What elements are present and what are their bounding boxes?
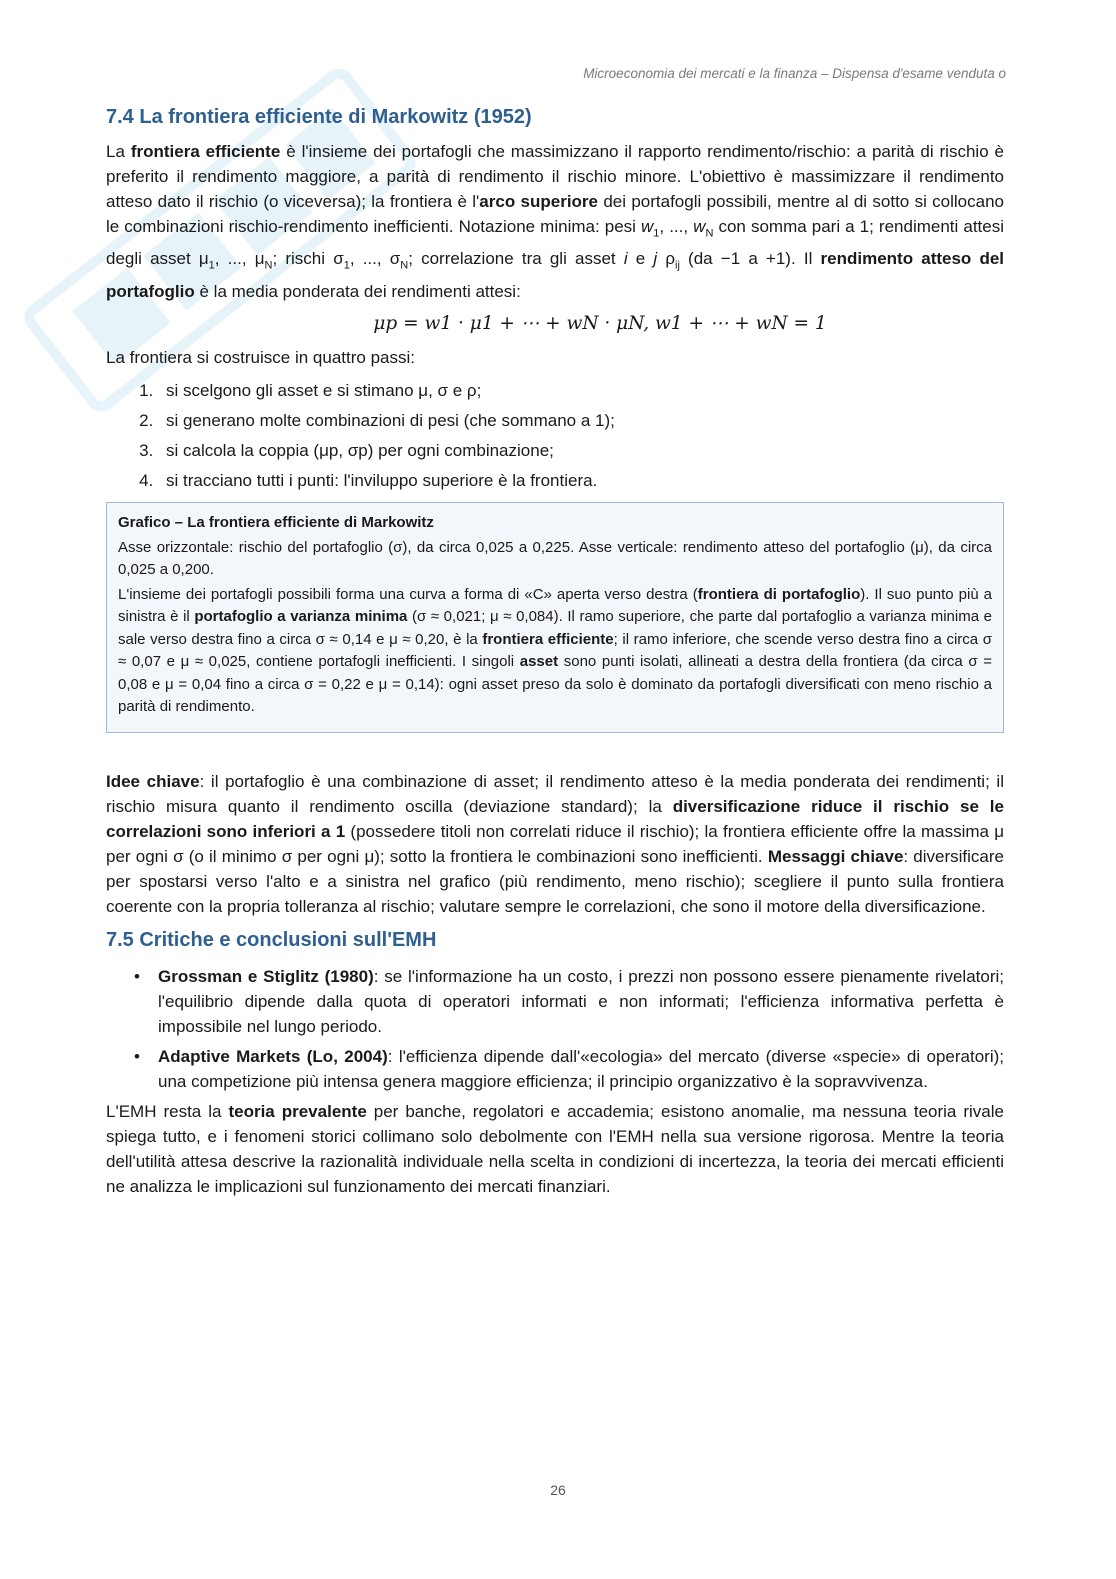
portfolio-return-formula: μp = w1 · μ1 + ⋯ + wN · μN, w1 + ⋯ + wN = 1	[373, 312, 827, 334]
bullet-icon: •	[134, 966, 140, 986]
chart-box-description: L'insieme dei portafogli possibili forma una curva a forma di «C» aperta verso destra (frontiera di portafoglio). Il suo punto più a sinistra è il portafoglio a varianza minima (σ ≈ 0,021; μ ≈ 0,084). Il ramo superiore, che parte dal portafoglio a varianza minima e sale verso destra fino a circa σ ≈ 0,14 e μ ≈ 0,20, è la frontiera efficiente; il ramo inferiore, che scende verso destra fino a circa σ ≈ 0,07 e μ ≈ 0,025, contiene portafogli inefficienti. I singoli asset sono punti isolati, allineati a destra della frontiera (da circa σ = 0,08 e μ = 0,04 fino a circa σ = 0,22 e μ = 0,14): ogni asset preso da solo è dominato da portafogli diversificati con meno rischio a parità di rendimento.	[118, 585, 992, 716]
running-header: Microeconomia dei mercati e la finanza – Dispensa d'esame venduta o	[583, 66, 1006, 81]
page-number: 26	[550, 1482, 566, 1498]
paragraph-conclusion: L'EMH resta la teoria prevalente per banche, regolatori e accademia; esistono anomalie, ma nessuna teoria rivale spiega tutto, e i fenomeni storici collimano solo debolmente con l'EMH nella sua versione rigorosa. Mentre la teoria dell'utilità attesa descrive la razionalità individuale nella scelta in condizioni di incertezza, la teoria dei mercati efficienti ne analizza le implicazioni sul funzionamento dei mercati finanziari.	[106, 1101, 1004, 1196]
paragraph-key-ideas: Idee chiave: il portafoglio è una combinazione di asset; il rendimento atteso è la media ponderata dei rendimenti; il rischio misura quanto il rendimento oscilla (deviazione standard); la diversificazione riduce il rischio se le correlazioni sono inferiori a 1 (possedere titoli non correlati riduce il rischio); la frontiera efficiente offre la massima μ per ogni σ (o il minimo σ per ogni μ); sotto la frontiera le combinazioni sono inefficienti. Messaggi chiave: diversificare per spostarsi verso l'alto e a sinistra nel grafico (più rendimento, meno rischio); scegliere il punto sulla frontiera coerente con la propria tolleranza al rischio; valutare sempre le correlazioni, che sono il motore della diversificazione.	[106, 771, 1004, 916]
list-item: 1. si scelgono gli asset e si stimano μ, σ e ρ;	[158, 376, 1004, 406]
steps-intro: La frontiera si costruisce in quattro passi:	[106, 347, 415, 367]
chart-box-title: Grafico – La frontiera efficiente di Markowitz	[118, 513, 434, 531]
list-item: 2. si generano molte combinazioni di pesi (che sommano a 1);	[158, 406, 1004, 436]
list-item: • Adaptive Markets (Lo, 2004): l'efficienza dipende dall'«ecologia» del mercato (diverse «specie» di operatori); una competizione più intensa genera maggiore efficienza; il principio organizzativo è la sopravvivenza.	[158, 1044, 1004, 1094]
section-title-7-4: 7.4 La frontiera efficiente di Markowitz (1952)	[106, 106, 532, 128]
bullet-icon: •	[134, 1046, 140, 1066]
chart-description-box	[106, 502, 1004, 733]
paragraph-frontier-definition: La frontiera efficiente è l'insieme dei portafogli che massimizzano il rapporto rendimento/rischio: a parità di rischio è preferito il rendimento maggiore, a parità di rendimento il rischio minore. L'obiettivo è massimizzare il rendimento atteso dato il rischio (o viceversa); la frontiera è l'arco superiore dei portafogli possibili, mentre al di sotto si collocano le combinazioni rischio-rendimento inefficienti. Notazione minima: pesi $w_1$, ..., $w_N$ con somma pari a 1; rendimenti attesi degli asset $\mu_1$, ..., $\mu_N$; rischi $\sigma_1$, ..., $\sigma_N$; correlazione tra gli asset i e j $\rho_{ij}$ (da −1 a +1). Il rendimento atteso del portafoglio è la media ponderata dei rendimenti attesi:	[106, 142, 1005, 301]
section-title-7-5: 7.5 Critiche e conclusioni sull'EMH	[106, 928, 437, 951]
chart-box-axes: Asse orizzontale: rischio del portafoglio (σ), da circa 0,025 a 0,225. Asse verticale: rendimento atteso del portafoglio (μ), da circa 0,025 a 0,200.	[118, 538, 992, 579]
list-item: 4. si tracciano tutti i punti: l'inviluppo superiore è la frontiera.	[158, 466, 1004, 496]
critiques-list	[106, 964, 1004, 1094]
list-item: 3. si calcola la coppia (μp, σp) per ogni combinazione;	[158, 436, 1004, 466]
list-item: • Grossman e Stiglitz (1980): se l'informazione ha un costo, i prezzi non possono essere pienamente rivelatori; l'equilibrio dipende dalla quota di operatori informati e non informati; l'efficienza informativa perfetta è impossibile nel lungo periodo.	[158, 964, 1004, 1039]
construction-steps-list	[106, 376, 1004, 496]
page-content	[106, 106, 1004, 1199]
